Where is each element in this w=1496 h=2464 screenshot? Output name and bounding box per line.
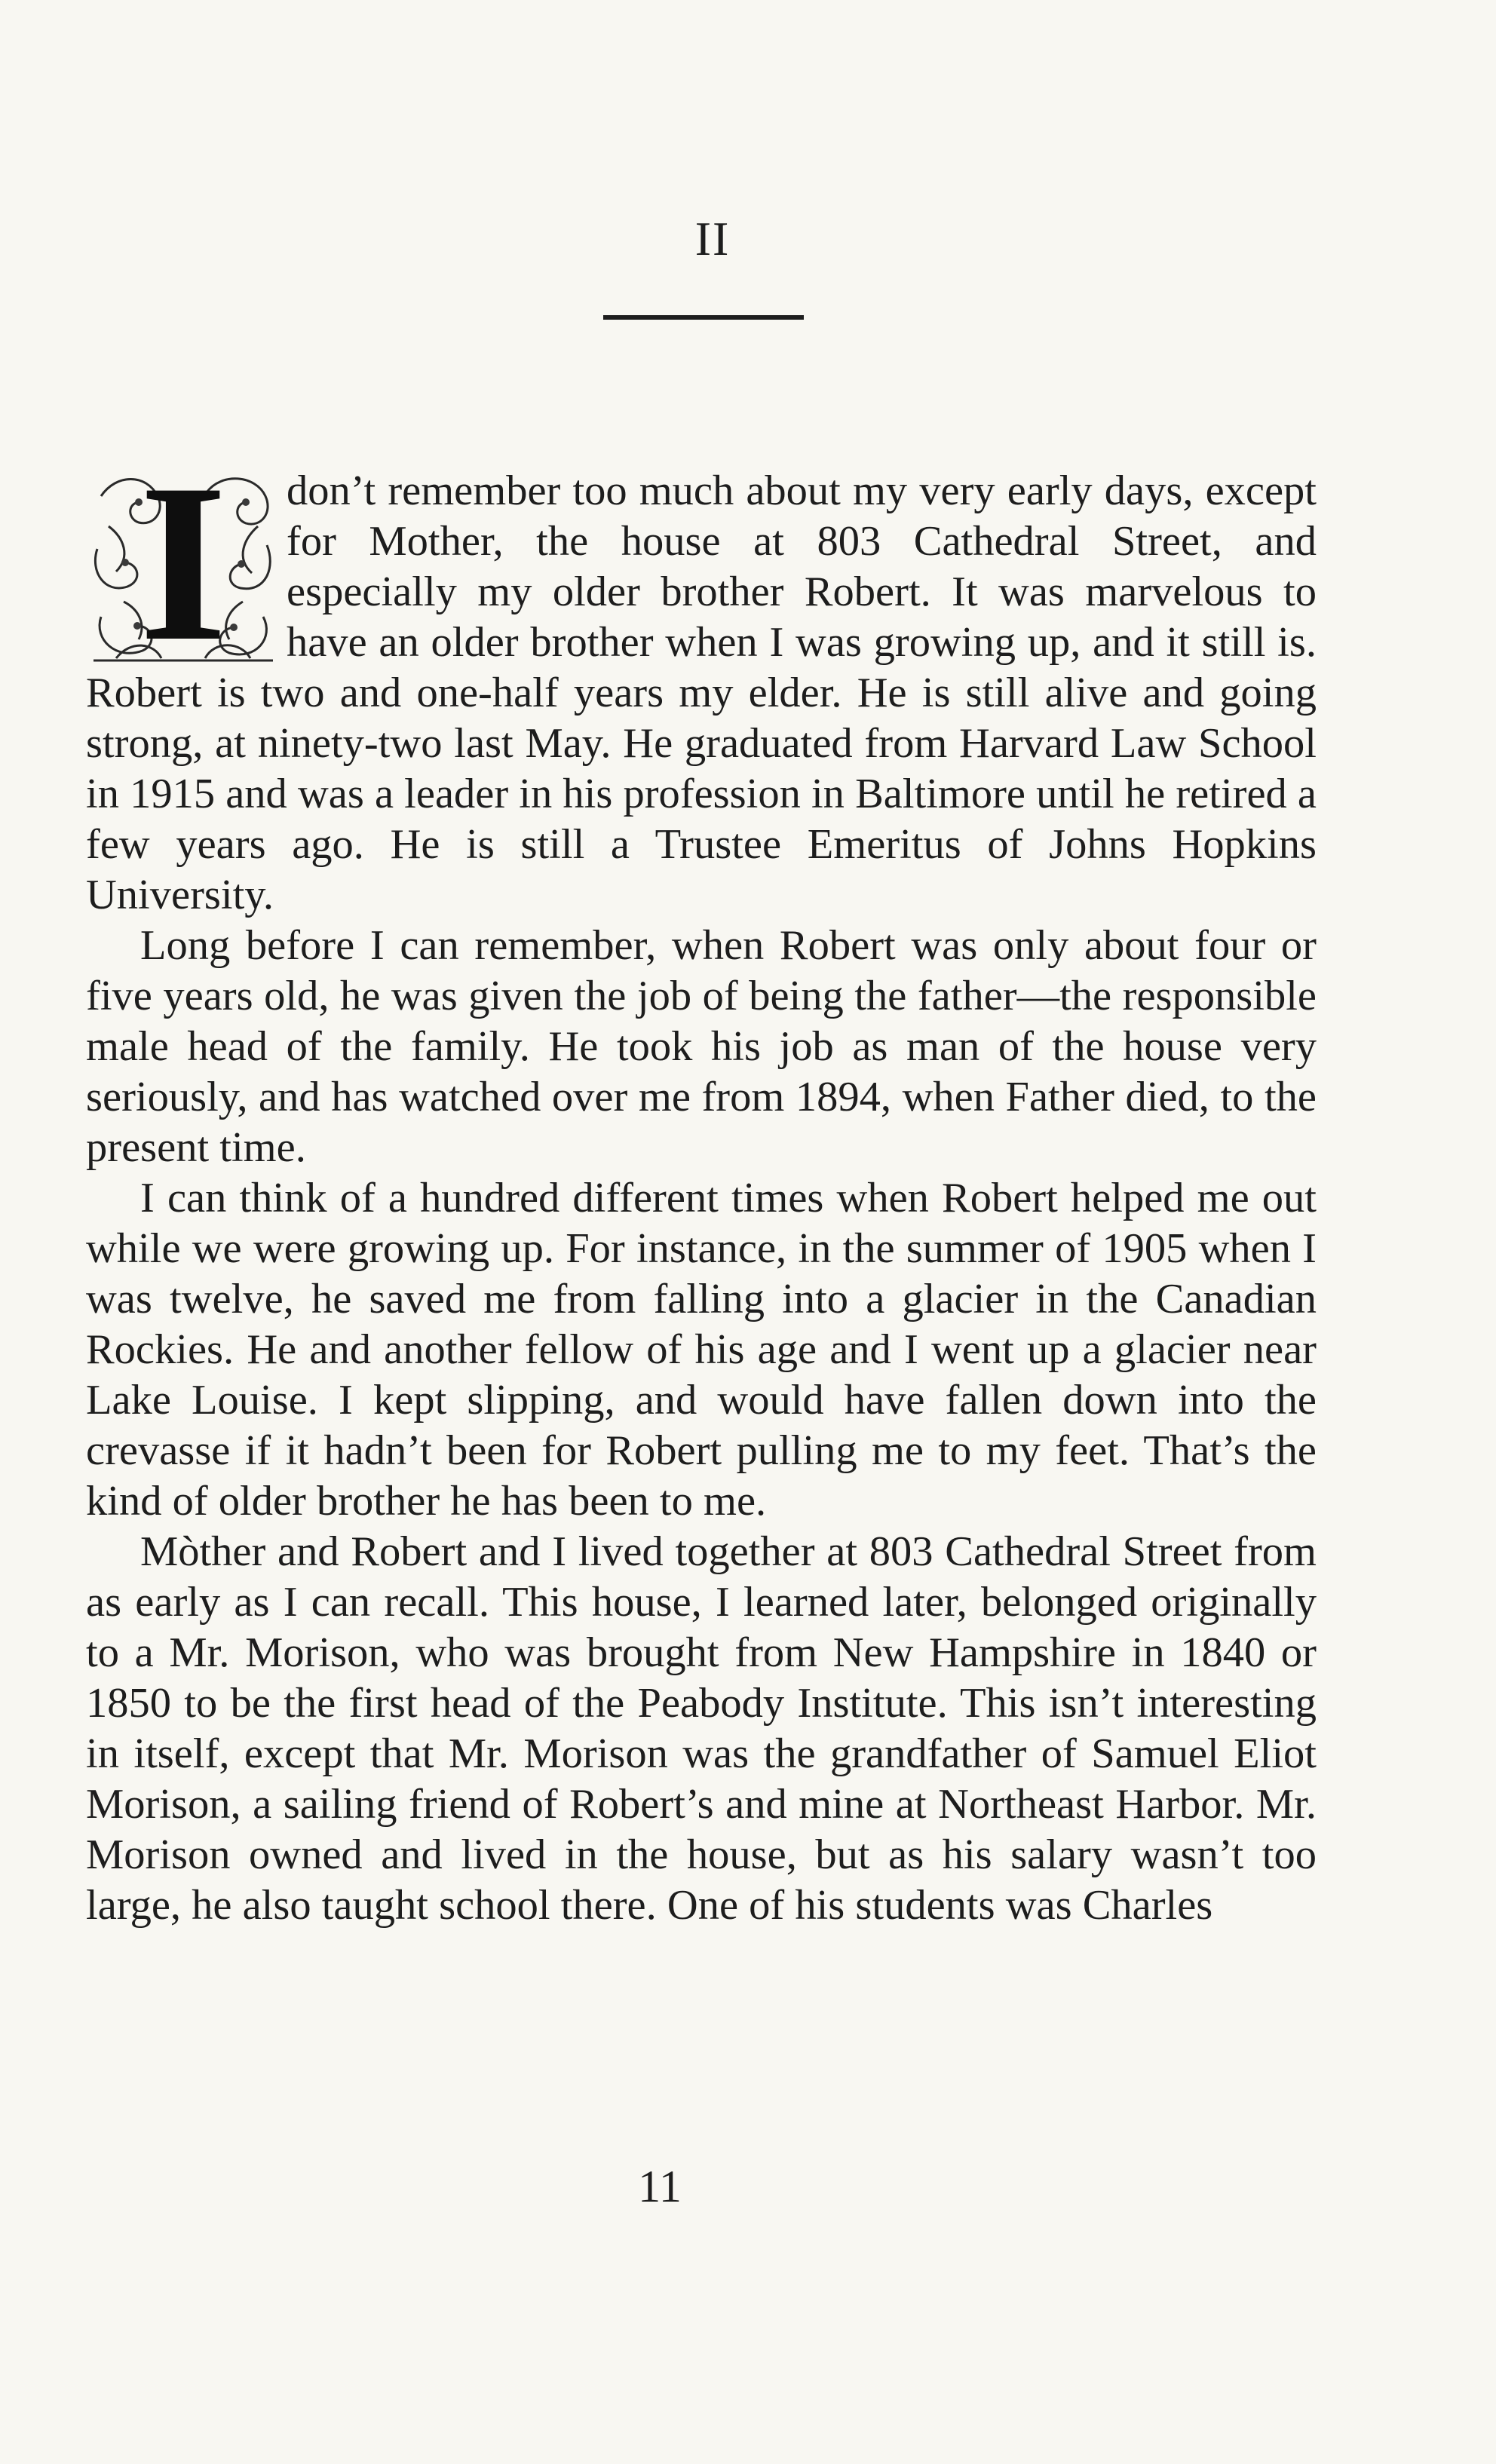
paragraph-3: I can think of a hundred different times when Robert helped me out while we were growing up. For instance, in the summer of 1905 when I was twelve, he saved me from falling into a glacier in the Canadian Rockies. He and another fellow of his age and I went up a glacier near Lake Louise. I kept slipping, and would have fallen down into the crevasse if it hadn’t been for Robert pulling me to my feet. That’s the kind of older brother he has been to me. <box>86 1175 1317 1525</box>
paragraph-2: Long before I can remember, when Robert was only about four or five years old, he was given the job of being the father—the responsible male head of the family. He took his job as man of the house very seriously, and has watched over me from 1894, when Father died, to the present time. <box>86 922 1317 1171</box>
body-text <box>86 437 1317 1931</box>
paragraph-4: Mòther and Robert and I lived together at 803 Cathedral Street from as early as I can recall. This house, I learned later, belonged originally to a Mr. Morison, who was brought from New Hampshire in 1840 or 1850 to be the first head of the Peabody Institute. This isn’t interesting in itself, except that Mr. Morison was the grandfather of Samuel Eliot Morison, a sailing friend of Robert’s and mine at Northeast Harbor. Mr. Morison owned and lived in the house, but as his salary wasn’t too large, he also taught school there. One of his students was Charles <box>86 1528 1317 1929</box>
page-number: 11 <box>638 2162 682 2211</box>
chapter-number: II <box>694 212 731 265</box>
paragraph-1-text: don’t remember too much about my very early days, except for Mother, the house at 803 Cathedral Street, and especially my older brother Robert. It was marvelous to have an older brother when I was growing up, and it still is. Robert is two and one-half years my elder. He is still alive and going strong, at ninety-two last May. He graduated from Harvard Law School in 1915 and was a leader in his profession in Baltimore until he retired a few years ago. He is still a Trustee Emeritus of Johns Hopkins University. <box>86 467 1317 918</box>
drop-cap-letter: I <box>139 437 228 688</box>
chapter-rule <box>603 315 804 320</box>
drop-cap <box>86 437 280 688</box>
paragraph-1 <box>86 437 1317 921</box>
